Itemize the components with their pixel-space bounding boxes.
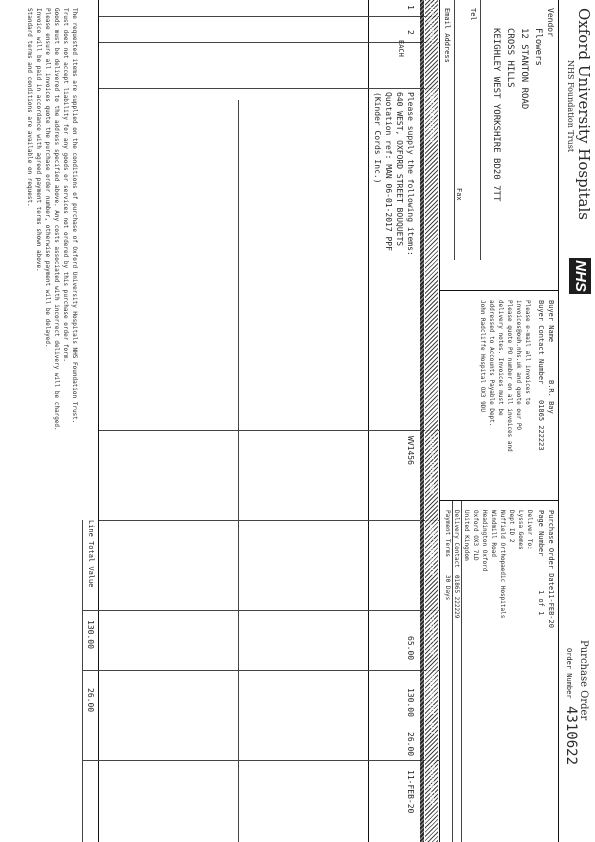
row-description-4: (Kinder Cords Inc.) bbox=[373, 92, 382, 184]
buyer-contact: 01865 222223 bbox=[537, 400, 545, 451]
row-description-3: Quotation ref: MAN 06-01-2017 PPF bbox=[384, 92, 393, 251]
buyer-contact-label: Buyer Contact Number bbox=[537, 300, 545, 385]
nhs-logo: NHS bbox=[569, 258, 591, 294]
org-name: Oxford University Hospitals bbox=[575, 8, 593, 220]
vendor-email-label: Email Address bbox=[443, 8, 451, 63]
vendor-address-3: KEIGHLEY WEST YORKSHIRE BD20 7TT bbox=[491, 28, 501, 202]
page-number-label: Page Number bbox=[537, 510, 545, 557]
divider bbox=[368, 0, 369, 842]
row-delivery-date: 11-FEB-20 bbox=[406, 770, 415, 814]
col-header-quantity: Quantity bbox=[428, 19, 435, 46]
vendor-tel-label: Tel bbox=[469, 8, 477, 21]
buyer-note-2: invoices@ouh.nhs.uk and quote our PO bbox=[515, 300, 522, 431]
col-header-price: Price per unit bbox=[428, 614, 435, 656]
delivery-contact: 01865 222229 bbox=[453, 575, 460, 619]
divider bbox=[238, 100, 239, 842]
order-number: 4310622 bbox=[563, 706, 579, 766]
divider bbox=[99, 16, 440, 17]
buyer-name: B.R. Bay bbox=[547, 380, 555, 414]
col-header-description: Item Description bbox=[428, 92, 435, 143]
vendor-fax-label: Fax bbox=[455, 188, 463, 201]
col-header-total: Total Amount bbox=[428, 674, 435, 715]
deliver-to-1: Deliver To: bbox=[526, 510, 533, 550]
delivery-contact-label: Delivery Contact bbox=[453, 510, 460, 568]
buyer-name-label: Buyer Name bbox=[547, 300, 555, 343]
divider bbox=[83, 760, 440, 761]
divider bbox=[99, 430, 440, 431]
deliver-to-8: United Kingdom bbox=[463, 510, 470, 561]
divider bbox=[98, 0, 99, 842]
buyer-note-3: Please quote PO number on all invoices and bbox=[506, 300, 513, 452]
divider bbox=[452, 500, 453, 842]
footer-note: Standard terms and conditions are available on request. bbox=[26, 8, 33, 207]
divider bbox=[99, 88, 440, 89]
row-price: 65.00 bbox=[406, 636, 415, 661]
divider bbox=[461, 500, 462, 842]
table-header-shadow bbox=[420, 0, 424, 842]
org-subtitle: NHS Foundation Trust bbox=[566, 60, 575, 153]
line-total-label: Line Total Value bbox=[87, 520, 95, 588]
footer-note: Invoice will be paid in accordance with agreed payment terms shown above. bbox=[35, 8, 42, 272]
footer-note: The requested items are supplied on the conditions of purchase of Oxford University Hospitals NHS Foundation Trust. bbox=[71, 8, 78, 424]
order-number-label: Order Number bbox=[565, 648, 573, 699]
deliver-to-5: Windmill Road bbox=[490, 510, 497, 557]
divider bbox=[558, 0, 559, 842]
divider bbox=[439, 500, 559, 501]
row-uom: EACH bbox=[397, 40, 405, 57]
row-total: 130.00 bbox=[406, 688, 415, 717]
divider bbox=[83, 670, 440, 671]
document-title: Purchase Order bbox=[578, 640, 589, 721]
row-description-2: 640 WEST, OXFORD STREET BOUQUETS bbox=[395, 92, 404, 247]
po-date-label: Purchase Order Date bbox=[547, 510, 555, 591]
divider bbox=[99, 42, 440, 43]
divider bbox=[480, 0, 481, 260]
vendor-address-1: 12 STANTON ROAD bbox=[519, 28, 529, 110]
line-total-amount: 130.00 bbox=[86, 620, 95, 649]
buyer-note-4: delivery notes. Invoices must be bbox=[497, 300, 504, 416]
row-supplier-code: WV1456 bbox=[406, 436, 415, 465]
col-header-vat: VAT bbox=[428, 722, 435, 735]
payment-terms-label: Payment Terms bbox=[444, 510, 451, 557]
divider bbox=[454, 0, 455, 260]
row-vat: 26.00 bbox=[406, 732, 415, 757]
row-description-1: Please supply the following items: bbox=[406, 92, 415, 256]
col-header-line: Line bbox=[428, 3, 435, 17]
divider bbox=[439, 290, 559, 291]
row-line-number: 1 bbox=[406, 5, 415, 10]
deliver-to-4: Nuffield Orthopaedic Hospitals bbox=[499, 510, 506, 619]
deliver-to-7: Oxford OX3 7LD bbox=[472, 510, 479, 561]
buyer-note-6: John Radcliffe Hospital OX3 9DU bbox=[479, 300, 486, 412]
col-header-delivery-date: Delivery Date bbox=[428, 764, 435, 807]
deliver-to-3: Dept ID 2 bbox=[508, 510, 515, 543]
footer-note: Trust does not accept liability for any goods or services not ordered by this purchase order form. bbox=[62, 8, 69, 363]
divider bbox=[439, 0, 440, 842]
divider bbox=[82, 520, 83, 842]
deliver-to-6: Headington Oxford bbox=[481, 510, 488, 572]
payment-terms: 30 Days bbox=[444, 575, 451, 601]
po-date: 11-FEB-20 bbox=[547, 590, 555, 628]
deliver-to-2: Lyssa Gomes bbox=[517, 510, 524, 550]
vendor-address-2: CROSS HILLS bbox=[505, 28, 515, 88]
col-header-supplier-code: Supplier Item Code bbox=[428, 434, 435, 494]
page-number: 1 of 1 bbox=[537, 590, 545, 616]
divider bbox=[99, 520, 440, 521]
vendor-name: Flowers bbox=[533, 28, 543, 66]
row-quantity: 2 bbox=[406, 30, 415, 35]
divider bbox=[83, 610, 440, 611]
buyer-note-5: addressed to Accounts Payable Dept. bbox=[488, 300, 495, 427]
vendor-label: Vendor bbox=[546, 8, 555, 37]
footer-note: Goods must be delivered to the address specified above. Any costs associated with incorrect delivery will be charged. bbox=[53, 8, 60, 431]
col-header-uom: Unit Of Measure bbox=[428, 524, 435, 575]
buyer-note-1: Please e-mail all invoices to bbox=[524, 300, 531, 405]
line-total-vat: 26.00 bbox=[86, 688, 95, 713]
footer-note: Please ensure all invoices quote the purchase order number, otherwise payment will be delayed. bbox=[44, 8, 51, 348]
